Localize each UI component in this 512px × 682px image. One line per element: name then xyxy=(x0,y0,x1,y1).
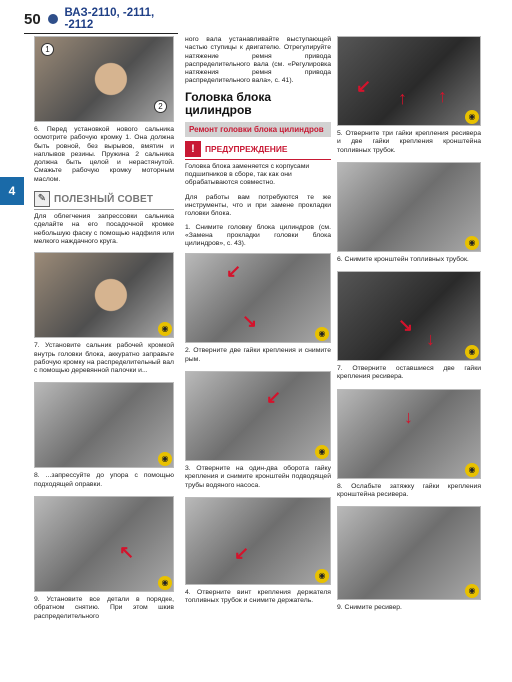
photo-oil-seals xyxy=(34,36,174,122)
tip-icon: ✎ xyxy=(34,191,50,207)
header-rule xyxy=(24,33,178,34)
photo-receiver-bracket xyxy=(337,389,481,479)
photo-camshaft-pulley xyxy=(34,496,174,592)
camera-mark-icon: ◉ xyxy=(315,327,329,341)
red-arrow-icon: ↙ xyxy=(234,542,250,563)
chapter-tab: 4 xyxy=(0,177,24,205)
photo-pump-bracket xyxy=(185,371,331,461)
tools-text: Для работы вам потребуются те же инструменты, что и при замене прокладки головки блока. xyxy=(185,193,331,218)
red-arrow-icon: ↑ xyxy=(438,86,447,106)
page-header xyxy=(24,4,184,34)
tip-header xyxy=(34,191,174,207)
photo-remaining-nuts xyxy=(337,271,481,361)
photo-fuel-bracket xyxy=(337,162,481,252)
book-title: ВАЗ-2110, -2111, -2112 xyxy=(64,7,155,31)
photo-install-seal xyxy=(34,252,174,338)
photo-lifting-eye xyxy=(185,253,331,343)
page-number: 50 xyxy=(24,10,41,28)
camera-mark-icon: ◉ xyxy=(315,445,329,459)
red-arrow-icon: ↖ xyxy=(119,542,135,563)
step-1: 1. Снимите головку блока цилиндров (см. «Замена прокладки головки блока цилиндров», с. 43). xyxy=(185,223,331,248)
caption-3: 3. Отверните на один-два оборота гайку крепления и снимите кронштейн подводящей трубы водяного насоса. xyxy=(185,465,331,489)
caption-7: 7. Отверните оставшиеся две гайки крепления ресивера. xyxy=(337,365,481,381)
camera-mark-icon: ◉ xyxy=(465,463,479,477)
red-arrow-icon: ↘ xyxy=(242,311,258,332)
caption-7: 7. Установите сальник рабочей кромкой внутрь головки блока, аккуратно заправьте рабочую кромку на распределительный вал с помощью деревянной палочки и... xyxy=(34,342,174,375)
camera-mark-icon: ◉ xyxy=(158,452,172,466)
photo-fuel-tube-holder xyxy=(185,497,331,585)
red-arrow-icon: ↙ xyxy=(226,261,242,282)
red-arrow-icon: ↙ xyxy=(266,387,282,408)
warning-header xyxy=(185,141,331,157)
tip-rule xyxy=(34,209,174,210)
red-arrow-icon: ↑ xyxy=(398,88,407,108)
camera-mark-icon: ◉ xyxy=(158,576,172,590)
tip-title: ПОЛЕЗНЫЙ СОВЕТ xyxy=(54,193,154,205)
tip-text: Для облегчения запрессовки сальника сделайте на его посадочной кромке небольшую фаску с помощью надфиля или мелкого наждачного круга. xyxy=(34,213,174,245)
warning-icon: ! xyxy=(185,141,201,157)
photo-press-seal xyxy=(34,382,174,468)
camera-mark-icon: ◉ xyxy=(465,110,479,124)
caption-8: 8. ...запрессуйте до упора с помощью подходящей оправки. xyxy=(34,472,174,488)
camera-mark-icon: ◉ xyxy=(315,569,329,583)
callout-2: 2 xyxy=(154,100,167,113)
red-arrow-icon: ↓ xyxy=(404,406,413,427)
camera-mark-icon: ◉ xyxy=(465,345,479,359)
photo-receiver-nuts xyxy=(337,36,481,126)
caption-4: 4. Отверните винт крепления держателя топливных трубок и снимите держатель. xyxy=(185,588,331,605)
caption-2: 2. Отверните две гайки крепления и снимите рым. xyxy=(185,347,331,363)
column-2 xyxy=(185,36,331,613)
camera-mark-icon: ◉ xyxy=(465,584,479,598)
intro-text: ного вала устанавливайте выступающей частью ступицы к двигателю. Отрегулируйте натяжение ремня привода распределительного вала (см. «Регулировка натяжения ремня привода распределительного вала», с. 41). xyxy=(185,36,331,85)
photo-remove-receiver xyxy=(337,506,481,600)
header-bullet-icon xyxy=(48,14,58,24)
red-arrow-icon: ↘ xyxy=(398,315,414,336)
camera-mark-icon: ◉ xyxy=(465,236,479,250)
caption-6: 6. Перед установкой нового сальника осмотрите рабочую кромку 1. Она должна быть ровной, без вырывов, вмятин и наплывов резины. Пружина 2 сальника должна быть целой и нерастянутой. Смажьте рабочую кромку моторным маслом. xyxy=(34,126,174,183)
section-title: Головка блока цилиндров xyxy=(185,89,272,117)
caption-9: 9. Установите все детали в порядке, обратном снятию. При этом шкив распределительного xyxy=(34,596,174,620)
caption-9: 9. Снимите ресивер. xyxy=(337,604,402,612)
red-arrow-icon: ↓ xyxy=(426,329,435,350)
warning-title: ПРЕДУПРЕЖДЕНИЕ xyxy=(205,143,288,154)
red-arrow-icon: ↙ xyxy=(356,76,372,96)
column-1 xyxy=(34,36,174,628)
column-3 xyxy=(337,36,481,620)
warning-rule xyxy=(185,159,331,160)
callout-1: 1 xyxy=(41,43,54,56)
caption-5: 5. Отверните три гайки крепления ресивера и две гайки крепления кронштейна топливных трубок. xyxy=(337,130,481,154)
subsection-title: Ремонт головки блока цилиндров xyxy=(185,122,331,137)
warning-text: Головка блока заменяется с корпусами подшипников в сборе, так как они обрабатываются совместно. xyxy=(185,162,310,187)
caption-6: 6. Снимите кронштейн топливных трубок. xyxy=(337,255,469,263)
caption-8: 8. Ослабьте затяжку гайки крепления кронштейна ресивера. xyxy=(337,482,481,499)
camera-mark-icon: ◉ xyxy=(158,322,172,336)
